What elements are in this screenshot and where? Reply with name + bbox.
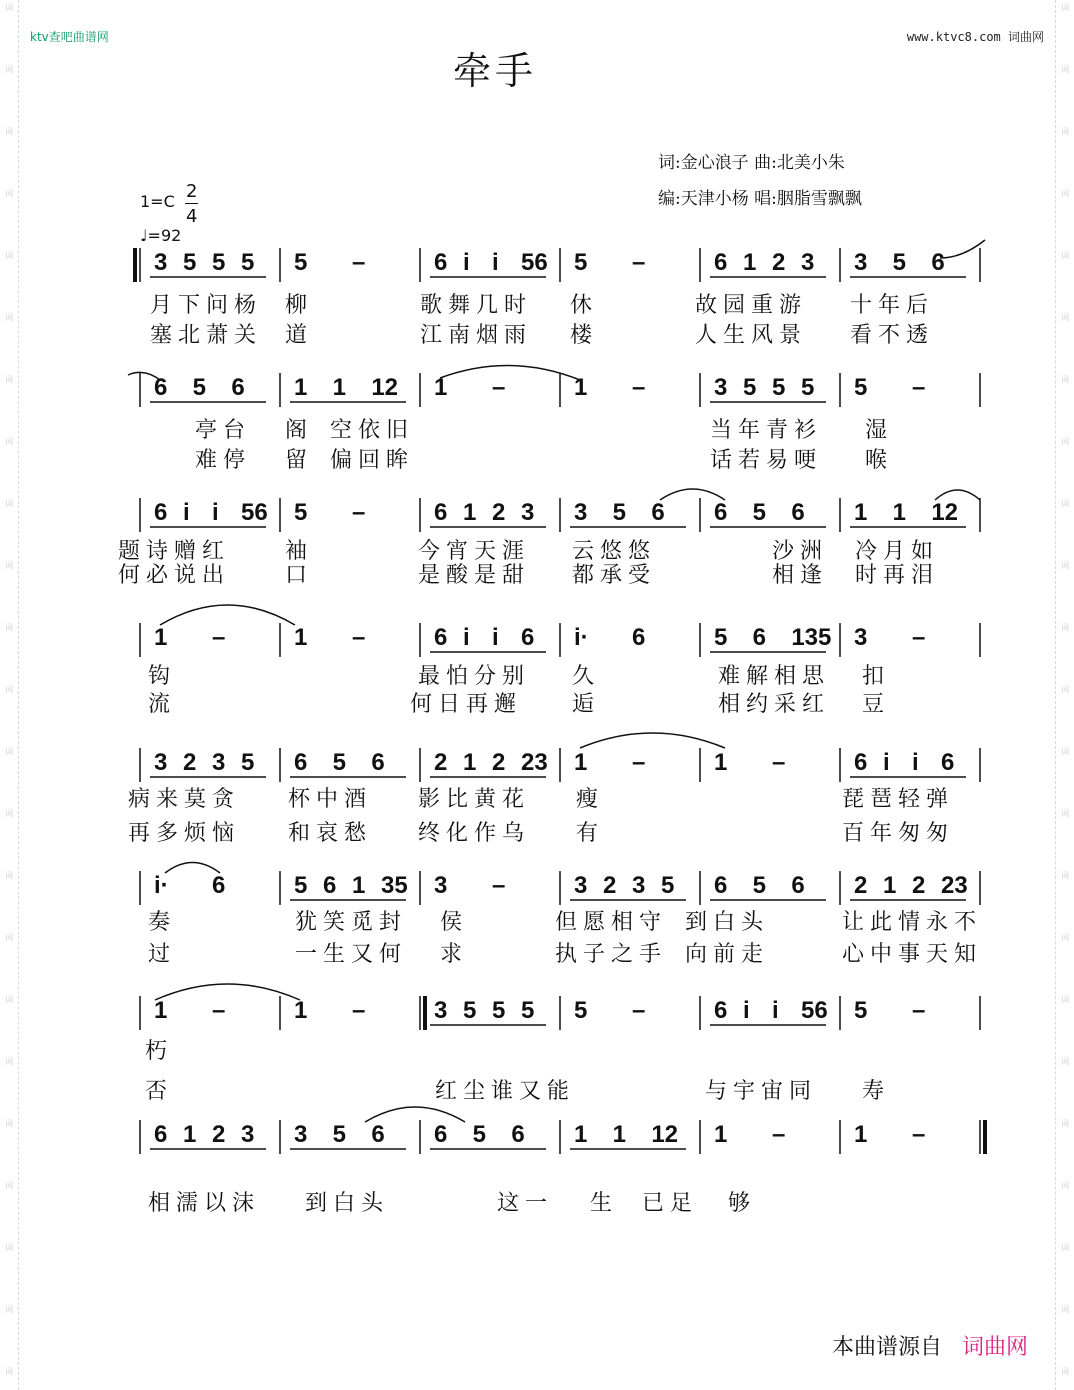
note: 5 xyxy=(892,249,907,276)
note: – xyxy=(352,624,366,651)
lyric-text: 但愿相守 xyxy=(555,909,668,934)
note: 5 xyxy=(241,249,255,276)
note: 2 xyxy=(772,249,786,276)
note: i· xyxy=(574,624,589,651)
note: – xyxy=(492,872,506,899)
watermark-mark: 词 xyxy=(5,747,13,756)
note: i xyxy=(912,749,919,776)
slur-arc xyxy=(365,1107,465,1122)
watermark-mark: 词 xyxy=(1061,1367,1069,1376)
note: 3 xyxy=(241,1121,255,1148)
watermark-mark: 词 xyxy=(5,1057,13,1066)
note: i xyxy=(492,249,499,276)
note: – xyxy=(352,499,366,526)
watermark-mark: 词 xyxy=(1061,623,1069,632)
note: 1 xyxy=(714,1121,728,1148)
lyric-text: 故园重游 xyxy=(695,292,808,317)
lyric-text: 有 xyxy=(576,820,605,845)
watermark-mark: 词 xyxy=(1061,3,1069,12)
note: – xyxy=(632,374,646,401)
watermark-mark: 词 xyxy=(1061,499,1069,508)
watermark-mark: 词 xyxy=(5,809,13,818)
watermark-mark: 词 xyxy=(5,375,13,384)
lyric-text: 犹笑觅封 xyxy=(295,909,408,934)
note: – xyxy=(912,997,926,1024)
lyric-text: 难解相思 xyxy=(718,663,831,688)
note: 5 xyxy=(332,1121,347,1148)
note: – xyxy=(352,997,366,1024)
watermark-mark: 词 xyxy=(1061,375,1069,384)
note: 5 xyxy=(212,249,226,276)
lyric-text: 相逢 xyxy=(772,562,829,587)
site-name-left: ktv查吧曲谱网 xyxy=(30,30,109,44)
note: 1 xyxy=(892,499,907,526)
lyric-text: 偏回眸 xyxy=(330,447,415,472)
lyric-text: 是酸是甜 xyxy=(418,562,531,587)
note: 1 xyxy=(294,374,308,401)
note: 5 xyxy=(192,374,207,401)
note: – xyxy=(772,1121,786,1148)
watermark-mark: 词 xyxy=(5,561,13,570)
lyric-text: 让此情永不 xyxy=(842,909,983,934)
note: 6 xyxy=(434,624,448,651)
note: 1 xyxy=(463,749,477,776)
note: – xyxy=(632,997,646,1024)
lyric-text: 否 xyxy=(145,1078,174,1103)
note: 3 xyxy=(434,997,448,1024)
note: 5 xyxy=(661,872,675,899)
note: 1 xyxy=(743,249,757,276)
lyric-text: 到白头 xyxy=(305,1190,390,1215)
lyric-text: 时再泪 xyxy=(855,562,940,587)
tempo-mark: ♩=92 xyxy=(140,226,182,245)
note: 5 xyxy=(241,749,255,776)
note: 2 xyxy=(912,872,926,899)
watermark-mark: 词 xyxy=(5,871,13,880)
lyric-text: 流 xyxy=(148,691,177,716)
watermark-mark: 词 xyxy=(1061,871,1069,880)
lyric-text: 冷月如 xyxy=(855,538,940,563)
lyric-text: 湿 xyxy=(865,417,894,442)
watermark-mark: 词 xyxy=(5,3,13,12)
note: i· xyxy=(154,872,169,899)
note: – xyxy=(772,749,786,776)
note: 23 xyxy=(521,749,548,776)
note: 6 xyxy=(434,249,448,276)
note: 6 xyxy=(714,499,728,526)
note: 6 xyxy=(791,499,805,526)
note: 3 xyxy=(854,249,868,276)
lyric-text: 十年后 xyxy=(850,292,935,317)
note: 6 xyxy=(371,1121,385,1148)
site-name-right: www.ktvc8.com 词曲网 xyxy=(906,30,1044,44)
note: 5 xyxy=(752,872,767,899)
watermark-mark: 词 xyxy=(5,1367,13,1376)
lyric-text: 这一 xyxy=(497,1190,554,1215)
note: – xyxy=(212,624,226,651)
watermark-mark: 词 xyxy=(1061,65,1069,74)
lyric-text: 阁 xyxy=(285,417,314,442)
lyric-text: 已足 xyxy=(642,1190,699,1215)
note: i xyxy=(743,997,750,1024)
lyric-text: 侯 xyxy=(440,909,469,934)
lyric-text: 亭台 xyxy=(195,417,252,442)
note: 5 xyxy=(294,249,308,276)
note: 1 xyxy=(332,374,347,401)
note: 2 xyxy=(854,872,868,899)
note: 6 xyxy=(714,997,728,1024)
note: i xyxy=(463,249,470,276)
lyric-text: 月下问杨 xyxy=(150,292,263,317)
watermark-mark: 词 xyxy=(5,995,13,1004)
note: 56 xyxy=(801,997,828,1024)
note: 2 xyxy=(434,749,448,776)
note: 6 xyxy=(931,249,945,276)
note: 135 xyxy=(791,624,832,651)
note: 2 xyxy=(492,499,506,526)
slur-arc xyxy=(155,984,300,1000)
lyric-text: 何必说出 xyxy=(118,562,231,587)
note: 5 xyxy=(714,624,728,651)
note: i xyxy=(883,749,890,776)
credit-arranger-singer: 编:天津小杨 唱:胭脂雪飘飘 xyxy=(658,189,862,209)
note: i xyxy=(212,499,219,526)
note: 5 xyxy=(772,374,786,401)
note: 1 xyxy=(294,624,308,651)
lyric-text: 柳 xyxy=(285,292,314,317)
watermark-mark: 词 xyxy=(5,1181,13,1190)
lyric-text: 影比黄花 xyxy=(418,786,531,811)
lyric-text: 久 xyxy=(572,663,601,688)
note: 1 xyxy=(352,872,366,899)
note: 56 xyxy=(241,499,268,526)
note: 5 xyxy=(183,249,197,276)
lyric-text: 百年匆匆 xyxy=(842,820,955,845)
note: i xyxy=(463,624,470,651)
watermark-mark: 词 xyxy=(5,623,13,632)
lyric-text: 钩 xyxy=(148,663,177,688)
note: i xyxy=(492,624,499,651)
lyric-text: 题诗赠红 xyxy=(118,538,231,563)
lyric-text: 终化作乌 xyxy=(418,820,531,845)
lyric-text: 何日再邂 xyxy=(410,691,523,716)
note: 1 xyxy=(154,624,168,651)
note: 3 xyxy=(434,872,448,899)
note: 1 xyxy=(434,374,448,401)
note: 3 xyxy=(854,624,868,651)
lyric-text: 最怕分别 xyxy=(418,663,531,688)
lyric-text: 逅 xyxy=(572,691,601,716)
lyric-text: 袖 xyxy=(285,538,314,563)
note: 3 xyxy=(801,249,815,276)
lyric-text: 云悠悠 xyxy=(572,538,657,563)
slur-arc xyxy=(940,240,985,258)
lyric-text: 够 xyxy=(728,1190,757,1215)
note: i xyxy=(183,499,190,526)
watermark-mark: 词 xyxy=(1061,1119,1069,1128)
note: – xyxy=(352,249,366,276)
note: 1 xyxy=(574,374,588,401)
lyric-text: 过 xyxy=(148,941,177,966)
slur-arc xyxy=(440,365,580,380)
note: 1 xyxy=(883,872,897,899)
watermark-mark: 词 xyxy=(1061,933,1069,942)
lyric-text: 今宵天涯 xyxy=(418,538,531,563)
lyric-text: 相约采红 xyxy=(718,691,831,716)
note: 1 xyxy=(154,997,168,1024)
lyric-text: 难停 xyxy=(195,447,252,472)
footer-source-label: 本曲谱源自 xyxy=(831,1335,942,1360)
note: 1 xyxy=(714,749,728,776)
watermark-mark: 词 xyxy=(5,1243,13,1252)
lyric-text: 寿 xyxy=(862,1078,891,1103)
lyric-text: 都承受 xyxy=(572,562,657,587)
note: – xyxy=(632,249,646,276)
lyric-text: 再多烦恼 xyxy=(128,820,241,845)
lyric-text: 江南烟雨 xyxy=(420,322,533,347)
lyric-text: 病来莫贪 xyxy=(128,786,241,811)
note: 12 xyxy=(651,1121,679,1148)
note: 3 xyxy=(154,749,168,776)
watermark-mark: 词 xyxy=(1061,1243,1069,1252)
note: 6 xyxy=(294,749,308,776)
note: 2 xyxy=(492,749,506,776)
note: 6 xyxy=(154,499,168,526)
lyric-text: 人生风景 xyxy=(695,322,808,347)
lyric-text: 话若易哽 xyxy=(710,447,823,472)
note: 1 xyxy=(463,499,477,526)
lyric-text: 歌舞几时 xyxy=(420,292,533,317)
time-signature-denominator: 4 xyxy=(186,206,198,227)
note: 1 xyxy=(854,1121,868,1148)
note: 5 xyxy=(574,249,588,276)
watermark-mark: 词 xyxy=(1061,313,1069,322)
note: 12 xyxy=(371,374,399,401)
note: 6 xyxy=(632,624,646,651)
watermark-mark: 词 xyxy=(5,685,13,694)
note: 3 xyxy=(574,872,588,899)
note: 5 xyxy=(801,374,815,401)
lyric-text: 口 xyxy=(285,562,314,587)
lyric-text: 一生又何 xyxy=(295,941,408,966)
note: 5 xyxy=(294,872,308,899)
note: – xyxy=(912,624,926,651)
footer-source-name: 词曲网 xyxy=(961,1335,1028,1360)
note: 23 xyxy=(941,872,968,899)
watermark-mark: 词 xyxy=(1061,561,1069,570)
lyric-text: 杯中酒 xyxy=(288,786,373,811)
note: 56 xyxy=(521,249,548,276)
lyric-text: 相濡以沫 xyxy=(148,1190,261,1215)
lyric-text: 向前走 xyxy=(685,941,770,966)
note: – xyxy=(212,997,226,1024)
note: 5 xyxy=(854,997,868,1024)
footer-source xyxy=(832,1330,1028,1361)
note: i xyxy=(772,997,779,1024)
lyric-text: 空依旧 xyxy=(330,417,415,442)
note: 5 xyxy=(463,997,477,1024)
watermark-mark: 词 xyxy=(1061,189,1069,198)
note: 2 xyxy=(603,872,617,899)
note: 5 xyxy=(472,1121,487,1148)
note: 5 xyxy=(521,997,535,1024)
lyric-text: 看不透 xyxy=(850,322,935,347)
note: 1 xyxy=(294,997,308,1024)
lyric-text: 扣 xyxy=(862,663,891,688)
watermark-mark: 词 xyxy=(5,127,13,136)
note: 35 xyxy=(381,872,408,899)
time-signature-numerator: 2 xyxy=(186,181,198,202)
note: 5 xyxy=(294,499,308,526)
lyric-text: 奏 xyxy=(148,909,177,934)
note: 2 xyxy=(183,749,197,776)
watermark-mark: 词 xyxy=(1061,1181,1069,1190)
watermark-mark: 词 xyxy=(5,189,13,198)
note: 3 xyxy=(294,1121,308,1148)
watermark-mark: 词 xyxy=(1061,747,1069,756)
note: 5 xyxy=(574,997,588,1024)
note: – xyxy=(492,374,506,401)
note: 1 xyxy=(854,499,868,526)
lyric-text: 和哀愁 xyxy=(288,820,373,845)
lyric-text: 红尘谁又能 xyxy=(435,1078,576,1103)
lyric-text: 生 xyxy=(590,1190,619,1215)
note: 2 xyxy=(212,1121,226,1148)
note: – xyxy=(632,749,646,776)
watermark-mark: 词 xyxy=(5,1305,13,1314)
watermark-mark: 词 xyxy=(5,313,13,322)
note: 5 xyxy=(752,499,767,526)
watermark-mark: 词 xyxy=(5,1119,13,1128)
lyric-text: 楼 xyxy=(570,322,599,347)
watermark-mark: 词 xyxy=(1061,437,1069,446)
lyric-text: 心中事天知 xyxy=(842,941,983,966)
watermark-mark: 词 xyxy=(5,65,13,74)
note: 1 xyxy=(612,1121,627,1148)
note: 6 xyxy=(651,499,665,526)
note: 5 xyxy=(332,749,347,776)
watermark-mark: 词 xyxy=(1061,127,1069,136)
lyric-text: 喉 xyxy=(865,447,894,472)
lyric-text: 到白头 xyxy=(685,909,770,934)
note: 1 xyxy=(183,1121,197,1148)
note: 6 xyxy=(154,1121,168,1148)
watermark-mark: 词 xyxy=(1061,685,1069,694)
watermark-mark: 词 xyxy=(5,499,13,508)
credit-lyricist-composer: 词:金心浪子 曲:北美小朱 xyxy=(658,153,845,173)
note: 5 xyxy=(743,374,757,401)
note: 6 xyxy=(714,872,728,899)
page-title: 牵手 xyxy=(452,49,537,93)
note: 1 xyxy=(574,749,588,776)
watermark-mark: 词 xyxy=(1061,251,1069,260)
note: 1 xyxy=(574,1121,588,1148)
watermark-mark: 词 xyxy=(1061,995,1069,1004)
note: 6 xyxy=(511,1121,525,1148)
watermark-mark: 词 xyxy=(1061,809,1069,818)
lyric-text: 道 xyxy=(285,322,314,347)
lyric-text: 求 xyxy=(440,941,469,966)
note: 5 xyxy=(492,997,506,1024)
note: 6 xyxy=(752,624,767,651)
watermark-mark: 词 xyxy=(1061,1057,1069,1066)
note: 6 xyxy=(231,374,245,401)
note: – xyxy=(912,374,926,401)
note: 3 xyxy=(714,374,728,401)
watermark-mark: 词 xyxy=(1061,1305,1069,1314)
note: 6 xyxy=(434,1121,448,1148)
note: 6 xyxy=(323,872,337,899)
lyric-text: 当年青衫 xyxy=(710,417,823,442)
lyric-text: 休 xyxy=(570,292,599,317)
note: – xyxy=(912,1121,926,1148)
lyric-text: 朽 xyxy=(145,1038,174,1063)
note: 6 xyxy=(791,872,805,899)
lyric-text: 执子之手 xyxy=(555,941,668,966)
note: 6 xyxy=(854,749,868,776)
slur-arc xyxy=(160,605,295,625)
key-signature: 1=C xyxy=(140,192,175,211)
lyric-text: 沙洲 xyxy=(772,538,829,563)
note: 3 xyxy=(632,872,646,899)
note: 6 xyxy=(371,749,385,776)
note: 6 xyxy=(941,749,955,776)
watermark-mark: 词 xyxy=(5,933,13,942)
lyric-text: 塞北萧关 xyxy=(150,322,263,347)
note: 6 xyxy=(521,624,535,651)
note: 3 xyxy=(574,499,588,526)
note: 5 xyxy=(612,499,627,526)
note: 3 xyxy=(521,499,535,526)
lyric-text: 豆 xyxy=(862,691,891,716)
slur-arc xyxy=(580,733,725,748)
note: 12 xyxy=(931,499,959,526)
watermark-mark: 词 xyxy=(5,251,13,260)
lyric-text: 瘦 xyxy=(576,786,605,811)
lyric-text: 琵琶轻弹 xyxy=(842,786,955,811)
lyric-text: 与宇宙同 xyxy=(705,1078,818,1103)
note: 6 xyxy=(212,872,226,899)
note: 6 xyxy=(434,499,448,526)
lyric-text: 留 xyxy=(285,447,314,472)
note: 5 xyxy=(854,374,868,401)
note: 6 xyxy=(154,374,168,401)
note: 3 xyxy=(212,749,226,776)
watermark-mark: 词 xyxy=(5,437,13,446)
note: 6 xyxy=(714,249,728,276)
note: 3 xyxy=(154,249,168,276)
